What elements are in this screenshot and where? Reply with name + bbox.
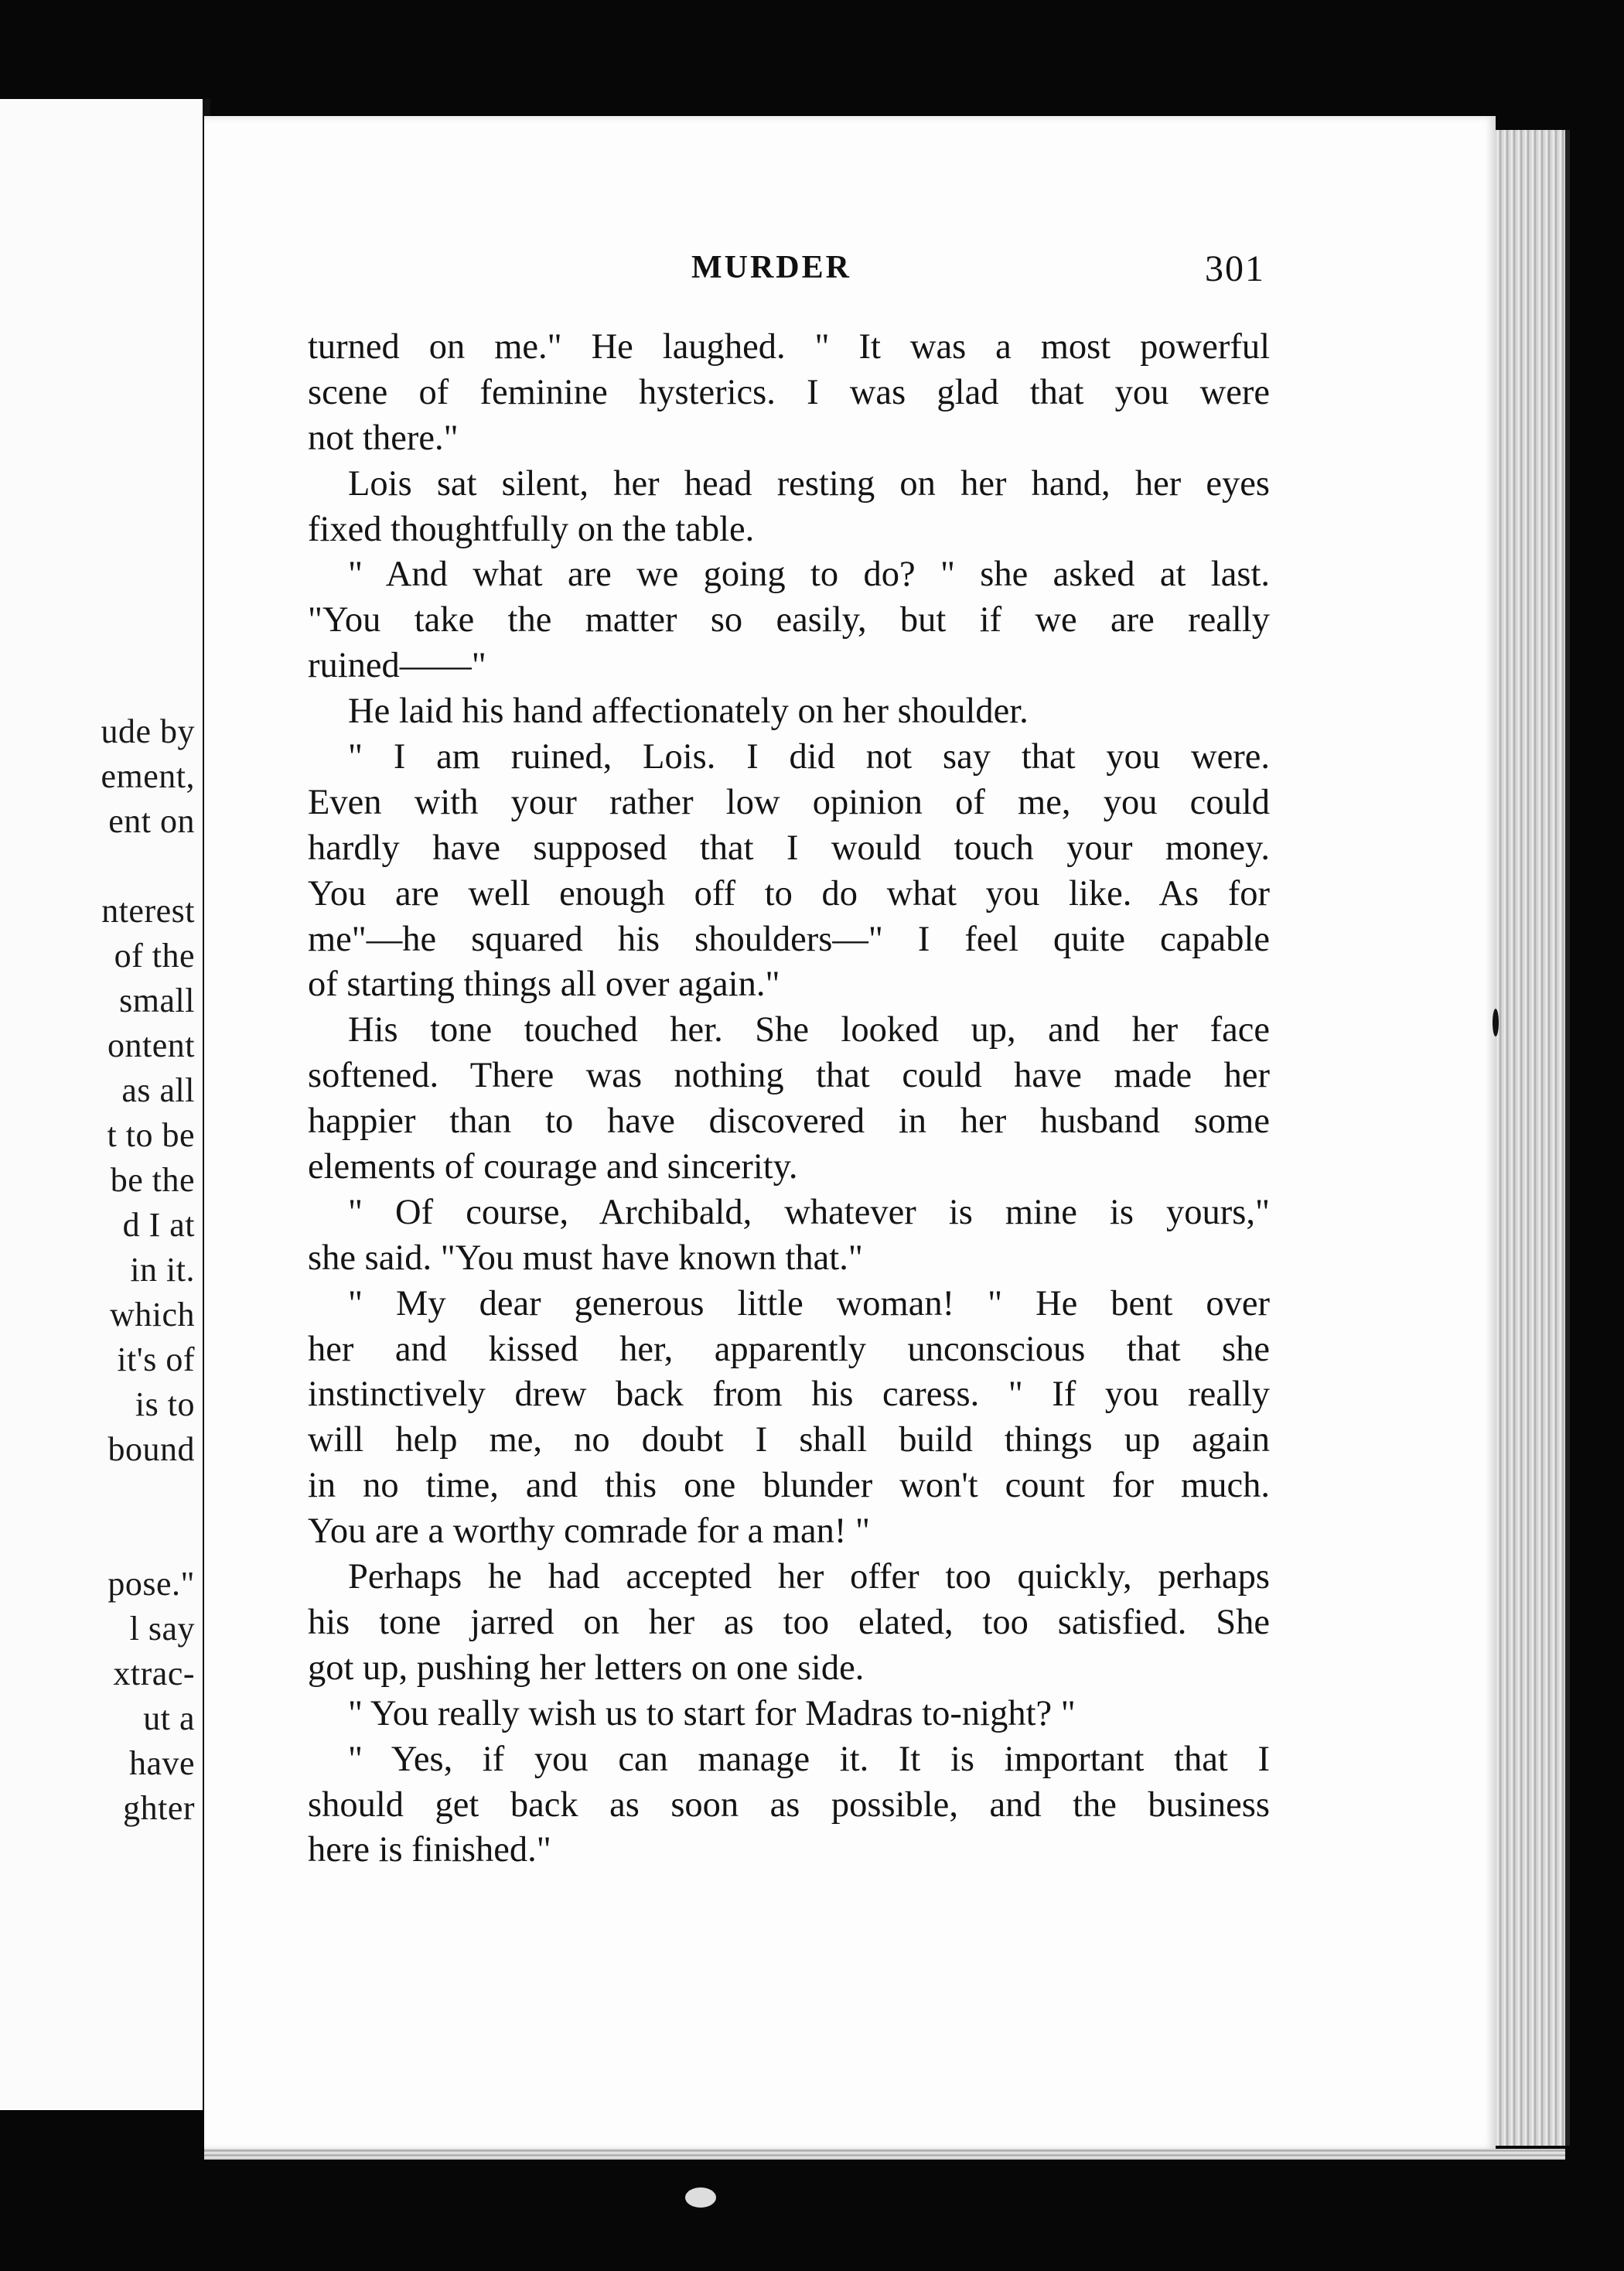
left-page-line: l say	[129, 1610, 195, 1648]
left-page-line: t to be	[107, 1116, 195, 1154]
text-line: got up, pushing her letters on one side.	[308, 1648, 865, 1688]
text-line: his tone jarred on her as too elated, too satisfied. She	[308, 1602, 1270, 1642]
text-line: fixed thoughtfully on the table.	[308, 509, 755, 549]
left-page-line: it's of	[117, 1340, 195, 1378]
text-line: not there."	[308, 418, 459, 458]
text-line: here is finished."	[308, 1830, 551, 1870]
running-head: MURDER	[691, 250, 851, 285]
text-line: me"—he squared his shoulders—" I feel quite capable	[308, 919, 1270, 959]
text-line: Lois sat silent, her head resting on her hand, her eyes	[348, 463, 1270, 504]
text-line: Even with your rather low opinion of me, you could	[308, 782, 1270, 822]
left-page-line: in it.	[130, 1251, 195, 1289]
page-bottom-edge	[204, 2149, 1565, 2160]
text-line: " Yes, if you can manage it. It is important that I	[348, 1739, 1270, 1779]
scan-speck	[1493, 1009, 1499, 1036]
text-line: her and kissed her, apparently unconscious that she	[308, 1329, 1270, 1369]
text-line: she said. "You must have known that."	[308, 1238, 863, 1278]
page-header	[309, 249, 1278, 295]
text-line: softened. There was nothing that could have made her	[308, 1056, 1270, 1096]
left-page-line: ude by	[101, 712, 195, 750]
left-page-line: nterest	[101, 892, 195, 930]
left-page-line: ontent	[107, 1026, 195, 1064]
left-page-line: ghter	[123, 1789, 195, 1827]
text-line: " And what are we going to do? " she asked at last.	[348, 555, 1270, 595]
text-line: of starting things all over again."	[308, 965, 780, 1005]
body-text	[308, 325, 1270, 1873]
left-page-fragment	[0, 99, 210, 2110]
text-line: should get back as soon as possible, and the business	[308, 1784, 1270, 1825]
text-line: " Of course, Archibald, whatever is mine is yours,"	[348, 1192, 1270, 1232]
left-page-line: xtrac-	[113, 1655, 195, 1692]
left-page-line: ut a	[143, 1699, 195, 1737]
text-line: He laid his hand affectionately on her shoulder.	[348, 692, 1029, 732]
scan-speck	[685, 2187, 716, 2208]
text-line: instinctively drew back from his caress. " If you really	[308, 1375, 1270, 1415]
page-number: 301	[1205, 248, 1265, 289]
text-line: " You really wish us to start for Madras to-night? "	[348, 1693, 1076, 1733]
left-page-line: ement,	[101, 757, 195, 795]
text-line: will help me, no doubt I shall build things up again	[308, 1420, 1270, 1460]
page-edges	[1496, 130, 1570, 2146]
left-page-line: is to	[135, 1385, 195, 1423]
left-page-line: d I at	[122, 1206, 195, 1244]
text-line: You are a worthy comrade for a man! "	[308, 1511, 871, 1552]
left-page-line: be the	[110, 1161, 195, 1199]
text-line: "You take the matter so easily, but if we are really	[308, 600, 1270, 640]
left-page-line: bound	[107, 1430, 195, 1468]
text-line: hardly have supposed that I would touch your money.	[308, 828, 1270, 868]
text-line: Perhaps he had accepted her offer too quickly, perhaps	[348, 1557, 1270, 1597]
left-page-line: ent on	[108, 802, 195, 840]
text-line: You are well enough off to do what you like. As for	[308, 873, 1270, 914]
left-page-line: as all	[121, 1071, 195, 1109]
left-page-line: of the	[114, 937, 195, 975]
text-line: turned on me." He laughed. " It was a most powerful	[308, 327, 1270, 367]
text-line: " I am ruined, Lois. I did not say that you were.	[348, 737, 1270, 777]
text-line: His tone touched her. She looked up, and her face	[348, 1010, 1270, 1050]
text-line: elements of courage and sincerity.	[308, 1147, 798, 1187]
text-line: scene of feminine hysterics. I was glad that you were	[308, 372, 1270, 412]
left-page-line: small	[119, 982, 195, 1019]
left-page-line: have	[128, 1744, 195, 1782]
left-page-line: pose."	[107, 1565, 195, 1603]
left-page-line: which	[109, 1296, 195, 1334]
text-line: " My dear generous little woman! " He bent over	[348, 1283, 1270, 1323]
text-line: happier than to have discovered in her husband some	[308, 1101, 1270, 1142]
text-line: ruined——"	[308, 646, 486, 686]
text-line: in no time, and this one blunder won't count for much.	[308, 1466, 1270, 1506]
